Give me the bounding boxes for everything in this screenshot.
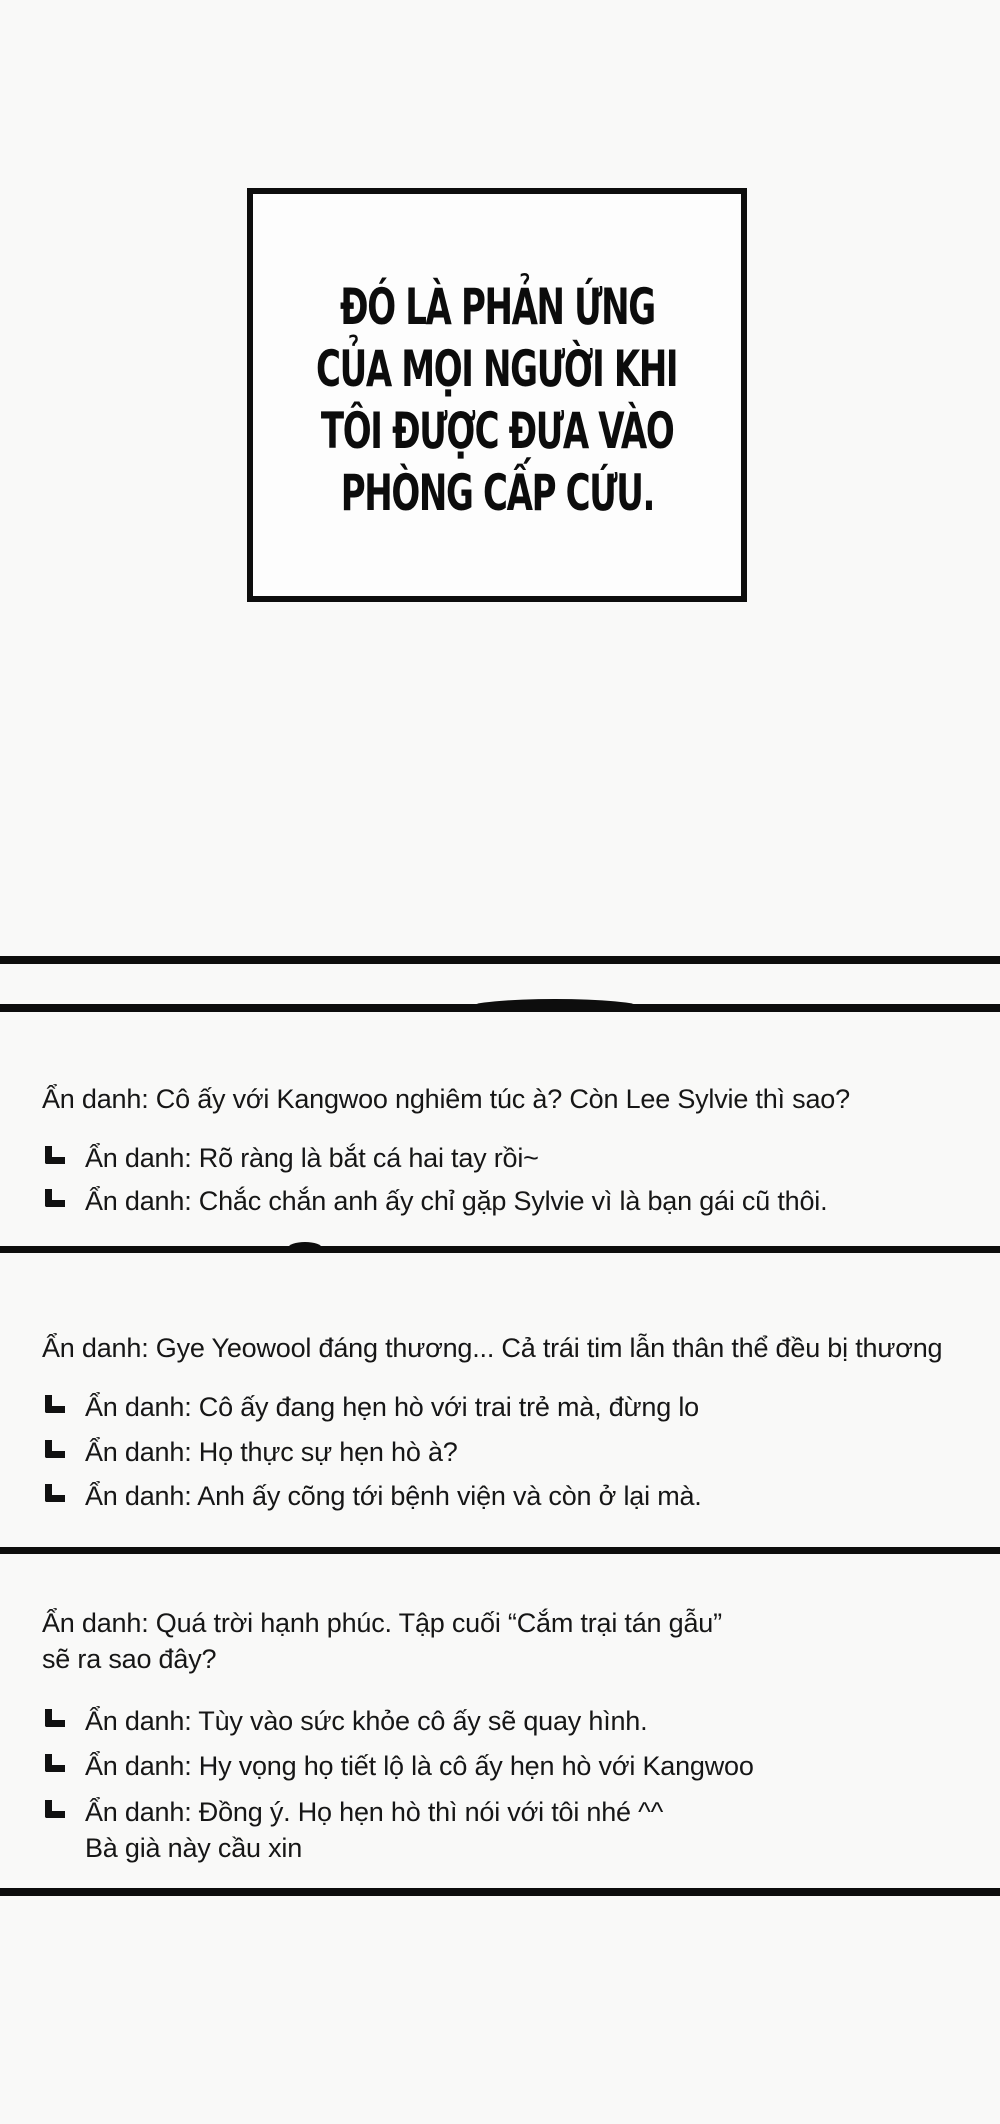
caption-line: CỦA MỌI NGƯỜI KHI	[316, 340, 678, 398]
comment-main: Ẩn danh: Cô ấy với Kangwoo nghiêm túc à? Còn Lee Sylvie thì sao?	[42, 1084, 850, 1114]
comment-main: Ẩn danh: Gye Yeowool đáng thương... Cả trái tim lẫn thân thể đều bị thương	[42, 1333, 943, 1363]
comment-reply: Ẩn danh: Cô ấy đang hẹn hò với trai trẻ mà, đừng lo	[85, 1392, 699, 1422]
caption-text	[253, 276, 741, 524]
comment-reply: Ẩn danh: Đồng ý. Họ hẹn hò thì nói với tôi nhé ^^	[85, 1797, 664, 1827]
panel-border-line	[0, 956, 1000, 964]
comment-reply: Ẩn danh: Hy vọng họ tiết lộ là cô ấy hẹn hò với Kangwoo	[85, 1751, 754, 1781]
hand-drawn-line-bump	[470, 999, 640, 1007]
comment-reply: Ẩn danh: Tùy vào sức khỏe cô ấy sẽ quay hình.	[85, 1706, 648, 1736]
caption-box	[247, 188, 747, 602]
comment-reply: Ẩn danh: Chắc chắn anh ấy chỉ gặp Sylvie vì là bạn gái cũ thôi.	[85, 1186, 828, 1216]
caption-line: PHÒNG CẤP CỨU.	[340, 464, 654, 522]
reply-branch-icon	[45, 1189, 65, 1207]
section-divider-line	[0, 1246, 1000, 1253]
comment-main: Ẩn danh: Quá trời hạnh phúc. Tập cuối “Cắm trại tán gẫu”	[42, 1608, 722, 1638]
caption-line: ĐÓ LÀ PHẢN ỨNG	[339, 278, 655, 336]
reply-branch-icon	[45, 1146, 65, 1164]
reply-branch-icon	[45, 1484, 65, 1502]
caption-line: TÔI ĐƯỢC ĐƯA VÀO	[320, 402, 674, 460]
hand-drawn-line-bump	[288, 1242, 322, 1248]
reply-branch-icon	[45, 1800, 65, 1818]
comment-reply: Ẩn danh: Anh ấy cõng tới bệnh viện và còn ở lại mà.	[85, 1481, 702, 1511]
reply-branch-icon	[45, 1754, 65, 1772]
comment-main-line-2: sẽ ra sao đây?	[42, 1644, 217, 1674]
panel-border-line	[0, 1888, 1000, 1896]
reply-branch-icon	[45, 1440, 65, 1458]
comment-reply: Ẩn danh: Rõ ràng là bắt cá hai tay rồi~	[85, 1143, 539, 1173]
section-divider-line	[0, 1547, 1000, 1554]
comment-reply-line-2: Bà già này cầu xin	[85, 1833, 303, 1863]
comment-reply: Ẩn danh: Họ thực sự hẹn hò à?	[85, 1437, 458, 1467]
reply-branch-icon	[45, 1709, 65, 1727]
reply-branch-icon	[45, 1395, 65, 1413]
